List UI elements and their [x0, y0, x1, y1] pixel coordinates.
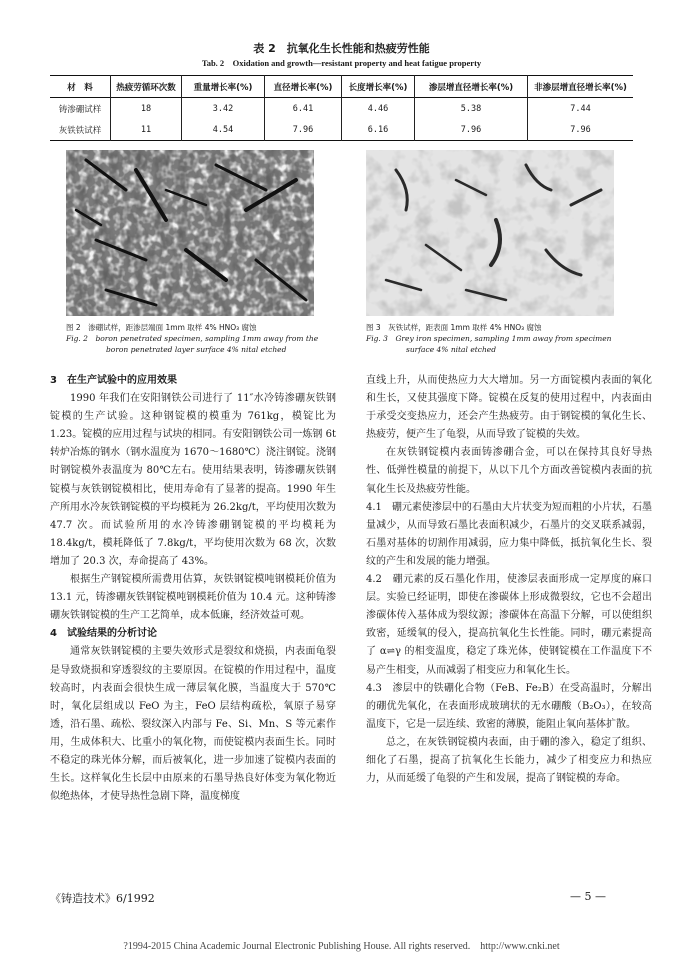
column-header: 渗层增直径增长率(%) — [415, 76, 528, 98]
table-caption-zh: 表 2 抗氧化生长性能和热疲劳性能 — [253, 42, 430, 55]
column-header: 重量增长率(%) — [182, 76, 265, 98]
micrograph-boron-specimen — [66, 150, 314, 316]
table-cell: 11 — [111, 119, 182, 141]
figure-3-caption-zh: 图 3 灰铁试样，距表面 1mm 取样 4% HNO₃ 腐蚀 — [366, 323, 542, 332]
table-cell: 6.41 — [265, 98, 342, 120]
paragraph: 1990 年我们在安阳钢铁公司进行了 11″水冷铸渗硼灰铁钢锭模的生产试验。这种钢锭模的模重为 761kg，模锭比为 1.23。锭模的应用过程与试块的相同。有安阳钢铁公司一炼钢 6t 转炉冶炼的钢水（钢水温度为 1670～1680℃）浇注钢锭。浇钢时钢锭模外表温度为 80℃左右。使用结果表明，铸渗硼灰铁钢锭模与灰铁钢锭模相比，使用寿命有了显著的提高。1990 年生产所用水冷灰铁钢锭模的平均模耗为 26.2kg/t，平均使用次数为 47.7 次。而试验所用的水冷铸渗硼钢锭模的平均模耗为 18.4kg/t，模耗降低了 7.8kg/t，平均使用次数为 68 次，次数增加了 20.3 次，寿命提高了 43%。 — [50, 393, 336, 567]
column-header: 长度增长率(%) — [342, 76, 415, 98]
column-header: 直径增长率(%) — [265, 76, 342, 98]
figure-3-caption-en: Fig. 3 Grey iron specimen, sampling 1mm away from specimen — [366, 334, 612, 343]
figure-2-caption-zh: 图 2 渗硼试样，距渗层端面 1mm 取样 4% HNO₃ 腐蚀 — [66, 323, 257, 332]
paragraph: 根据生产钢锭模所需费用估算，灰铁钢锭模吨钢模耗价值为 13.1 元，铸渗硼灰铁钢锭模吨钢模耗价值为 10.4 元。这种铸渗硼灰铁钢锭模的生产工艺简单，成本低廉，经济效益可观。 — [50, 574, 336, 622]
column-header: 热疲劳循环次数 — [111, 76, 182, 98]
column-header: 材 料 — [50, 76, 111, 98]
section-heading: 4 试验结果的分析讨论 — [50, 628, 157, 640]
page-number: — 5 — — [570, 890, 606, 903]
table-cell: 7.44 — [528, 98, 634, 120]
table-cell: 灰铁铁试样 — [50, 119, 111, 141]
table-row — [50, 98, 633, 120]
table-cell: 6.16 — [342, 119, 415, 141]
left-column — [50, 372, 336, 806]
table-cell: 7.96 — [265, 119, 342, 141]
table-cell: 3.42 — [182, 98, 265, 120]
micrograph-grey-iron-specimen — [366, 150, 614, 316]
paragraph: 直线上升，从而使热应力大大增加。另一方面锭模内表面的氧化和生长，又使其强度下降。锭模在反复的使用过程中，内表面由于承受交变热应力，还会产生热疲劳。由于钢锭模的氧化生长、热疲劳，便产生了龟裂，从而导致了锭模的失效。 — [366, 375, 652, 441]
table-cell: 铸渗硼试样 — [50, 98, 111, 120]
table-caption-en: Tab. 2 Oxidation and growth—resistant property and heat fatigue property — [201, 58, 482, 68]
table-cell: 5.38 — [415, 98, 528, 120]
figure-3-caption-en-cont: surface 4% nital etched — [406, 345, 497, 354]
journal-footer: 《铸造技术》6/1992 — [50, 892, 155, 905]
section-heading: 3 在生产试验中的应用效果 — [50, 375, 177, 386]
paragraph: 在灰铁钢锭模内表面铸渗硼合金，可以在保持其良好导热性、低弹性模量的前提下，从以下几个方面改善锭模内表面的抗氧化生长及热疲劳性能。 — [366, 447, 652, 495]
copyright-line: ?1994-2015 China Academic Journal Electronic Publishing House. All rights reserved. http://www.cnki.net — [123, 941, 560, 952]
paragraph: 4.1 硼元素使渗层中的石墨由大片状变为短而粗的小片状，石墨量减少，从而导致石墨比表面积减少，石墨片的交叉联系减弱，石墨对基体的切割作用减弱，应力集中降低，抵抗氧化生长、裂纹的产生和发展的能力增强。 — [366, 501, 652, 567]
paragraph: 通常灰铁钢锭模的主要失效形式是裂纹和烧损，内表面龟裂是导致烧损和穿透裂纹的主要原因。在锭模的作用过程中，温度较高时，内表面会很快生成一薄层氧化膜，当温度大于 570℃时，氧化层组成以 FeO 为主，FeO 层结构疏松，氧原子易穿透，沿石墨、疏松、裂纹深入内部与 Fe、Si、Mn、S 等元素作用，生成体积大、比重小的氧化物，而使锭模内表面生长。同时不稳定的珠光体分解，而后被氧化，进一步加速了锭模内表面的生长。这样氧化生长层中由原来的石墨导热良好体变为氧化物近似绝热体，才使导热性急剧下降，温度梯度 — [50, 646, 336, 803]
figure-3-caption — [366, 322, 636, 355]
paragraph: 总之，在灰铁钢锭模内表面，由于硼的渗入，稳定了组织、细化了石墨，提高了抗氧化生长能力，减少了相变应力和热应力，从而延缓了龟裂的产生和发展，提高了钢锭模的寿命。 — [366, 736, 652, 785]
figure-2-caption — [66, 322, 336, 355]
column-header: 非渗层增直径增长率(%) — [528, 76, 634, 98]
figure-2-caption-en: Fig. 2 boron penetrated specimen, sampling 1mm away from the — [66, 334, 319, 343]
table-cell: 18 — [111, 98, 182, 120]
figure-2-caption-en-cont: boron penetrated layer surface 4% nital etched — [106, 345, 287, 354]
right-column — [366, 372, 652, 788]
results-table — [50, 75, 633, 141]
paragraph: 4.2 硼元素的反石墨化作用，使渗层表面形成一定厚度的麻口层。实验已经证明，即使在渗碳体上形成微裂纹，它也不会超出渗碳体传入基体成为裂纹源；渗碳体在高温下分解，可以使组织致密，延缓氧的侵入，提高抗氧化生长性能。同时，硼元素提高了 α⇌γ 的相变温度，稳定了珠光体，使钢锭模在工作温度下不易产生相变，从而减弱了相变应力和氧化生长。 — [366, 574, 652, 676]
table-row — [50, 119, 633, 141]
table-cell: 4.46 — [342, 98, 415, 120]
table-cell: 7.96 — [528, 119, 634, 141]
table-header-row — [50, 76, 633, 98]
table-cell: 7.96 — [415, 119, 528, 141]
table-cell: 4.54 — [182, 119, 265, 141]
paragraph: 4.3 渗层中的铁硼化合物（FeB、Fe₂B）在受高温时，分解出的硼优先氧化，在表面形成玻璃状的无水硼酸（B₂O₃），在较高温度下，它是一层连续、致密的薄膜，能阻止氧向基体扩散。 — [366, 682, 652, 730]
